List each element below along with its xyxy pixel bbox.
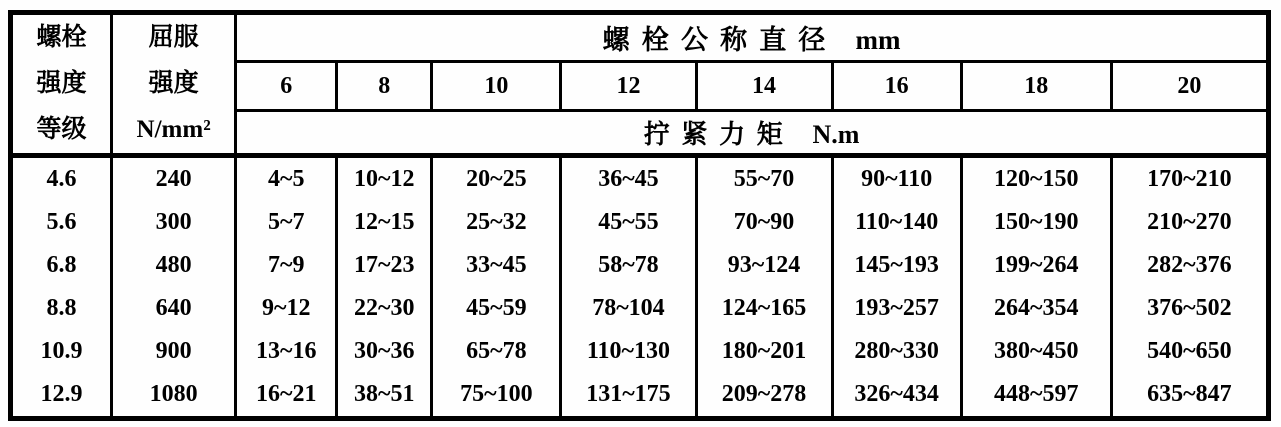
diameter-header-14: 14	[696, 62, 832, 110]
torque-cell: 150~190	[961, 201, 1111, 244]
torque-cell: 110~130	[561, 330, 696, 373]
torque-cell: 93~124	[696, 244, 832, 287]
torque-cell: 170~210	[1111, 156, 1268, 202]
yield-cell: 1080	[112, 373, 236, 419]
torque-cell: 380~450	[961, 330, 1111, 373]
torque-cell: 180~201	[696, 330, 832, 373]
diameter-group-unit: mm	[855, 25, 901, 56]
torque-cell: 326~434	[832, 373, 961, 419]
torque-cell: 120~150	[961, 156, 1111, 202]
torque-cell: 209~278	[696, 373, 832, 419]
diameter-header-10: 10	[432, 62, 561, 110]
col-header-yield-strength	[112, 13, 236, 156]
torque-cell: 110~140	[832, 201, 961, 244]
yield-cell: 480	[112, 244, 236, 287]
torque-cell: 33~45	[432, 244, 561, 287]
header-row-group	[11, 13, 1269, 62]
torque-cell: 36~45	[561, 156, 696, 202]
grade-cell: 12.9	[11, 373, 112, 419]
yield-header-unit: N/mm²	[136, 116, 211, 143]
torque-group-unit: N.m	[812, 119, 860, 149]
diameter-header-18: 18	[961, 62, 1111, 110]
torque-cell: 90~110	[832, 156, 961, 202]
grade-cell: 10.9	[11, 330, 112, 373]
torque-cell: 13~16	[236, 330, 337, 373]
torque-cell: 210~270	[1111, 201, 1268, 244]
torque-cell: 58~78	[561, 244, 696, 287]
table-row	[11, 330, 1269, 373]
torque-cell: 7~9	[236, 244, 337, 287]
diameter-header-20: 20	[1111, 62, 1268, 110]
torque-cell: 55~70	[696, 156, 832, 202]
yield-header-line: 强度	[148, 70, 199, 97]
torque-cell: 199~264	[961, 244, 1111, 287]
torque-cell: 635~847	[1111, 373, 1268, 419]
grade-header-line: 螺栓	[36, 24, 87, 51]
diameter-header-12: 12	[561, 62, 696, 110]
torque-cell: 22~30	[337, 287, 432, 330]
grade-cell: 4.6	[11, 156, 112, 202]
table-row	[11, 201, 1269, 244]
grade-cell: 8.8	[11, 287, 112, 330]
col-header-bolt-strength-grade	[11, 13, 112, 156]
diameter-header-8: 8	[337, 62, 432, 110]
grade-cell: 5.6	[11, 201, 112, 244]
torque-cell: 193~257	[832, 287, 961, 330]
diameter-group-header	[236, 13, 1269, 62]
table-row	[11, 244, 1269, 287]
torque-cell: 280~330	[832, 330, 961, 373]
torque-cell: 30~36	[337, 330, 432, 373]
table-row	[11, 156, 1269, 202]
yield-header-line: 屈服	[148, 24, 199, 51]
torque-cell: 376~502	[1111, 287, 1268, 330]
diameter-header-16: 16	[832, 62, 961, 110]
table-row	[11, 287, 1269, 330]
torque-cell: 25~32	[432, 201, 561, 244]
torque-cell: 17~23	[337, 244, 432, 287]
torque-cell: 65~78	[432, 330, 561, 373]
torque-cell: 78~104	[561, 287, 696, 330]
torque-cell: 70~90	[696, 201, 832, 244]
torque-cell: 131~175	[561, 373, 696, 419]
yield-cell: 640	[112, 287, 236, 330]
diameter-header-6: 6	[236, 62, 337, 110]
yield-cell: 300	[112, 201, 236, 244]
torque-cell: 540~650	[1111, 330, 1268, 373]
torque-cell: 16~21	[236, 373, 337, 419]
yield-cell: 240	[112, 156, 236, 202]
yield-cell: 900	[112, 330, 236, 373]
grade-header-line: 等级	[36, 116, 87, 143]
torque-cell: 5~7	[236, 201, 337, 244]
torque-cell: 12~15	[337, 201, 432, 244]
torque-cell: 75~100	[432, 373, 561, 419]
torque-cell: 4~5	[236, 156, 337, 202]
bolt-torque-table	[8, 10, 1271, 421]
torque-cell: 264~354	[961, 287, 1111, 330]
torque-cell: 10~12	[337, 156, 432, 202]
torque-cell: 124~165	[696, 287, 832, 330]
grade-header-line: 强度	[36, 70, 87, 97]
torque-cell: 45~55	[561, 201, 696, 244]
table-row	[11, 373, 1269, 419]
torque-cell: 20~25	[432, 156, 561, 202]
torque-group-label: 拧紧力矩	[643, 119, 795, 149]
torque-group-header	[236, 110, 1269, 155]
diameter-group-label: 螺栓公称直径	[602, 25, 838, 56]
torque-cell: 38~51	[337, 373, 432, 419]
torque-cell: 145~193	[832, 244, 961, 287]
grade-cell: 6.8	[11, 244, 112, 287]
torque-cell: 448~597	[961, 373, 1111, 419]
torque-cell: 9~12	[236, 287, 337, 330]
torque-cell: 282~376	[1111, 244, 1268, 287]
torque-cell: 45~59	[432, 287, 561, 330]
